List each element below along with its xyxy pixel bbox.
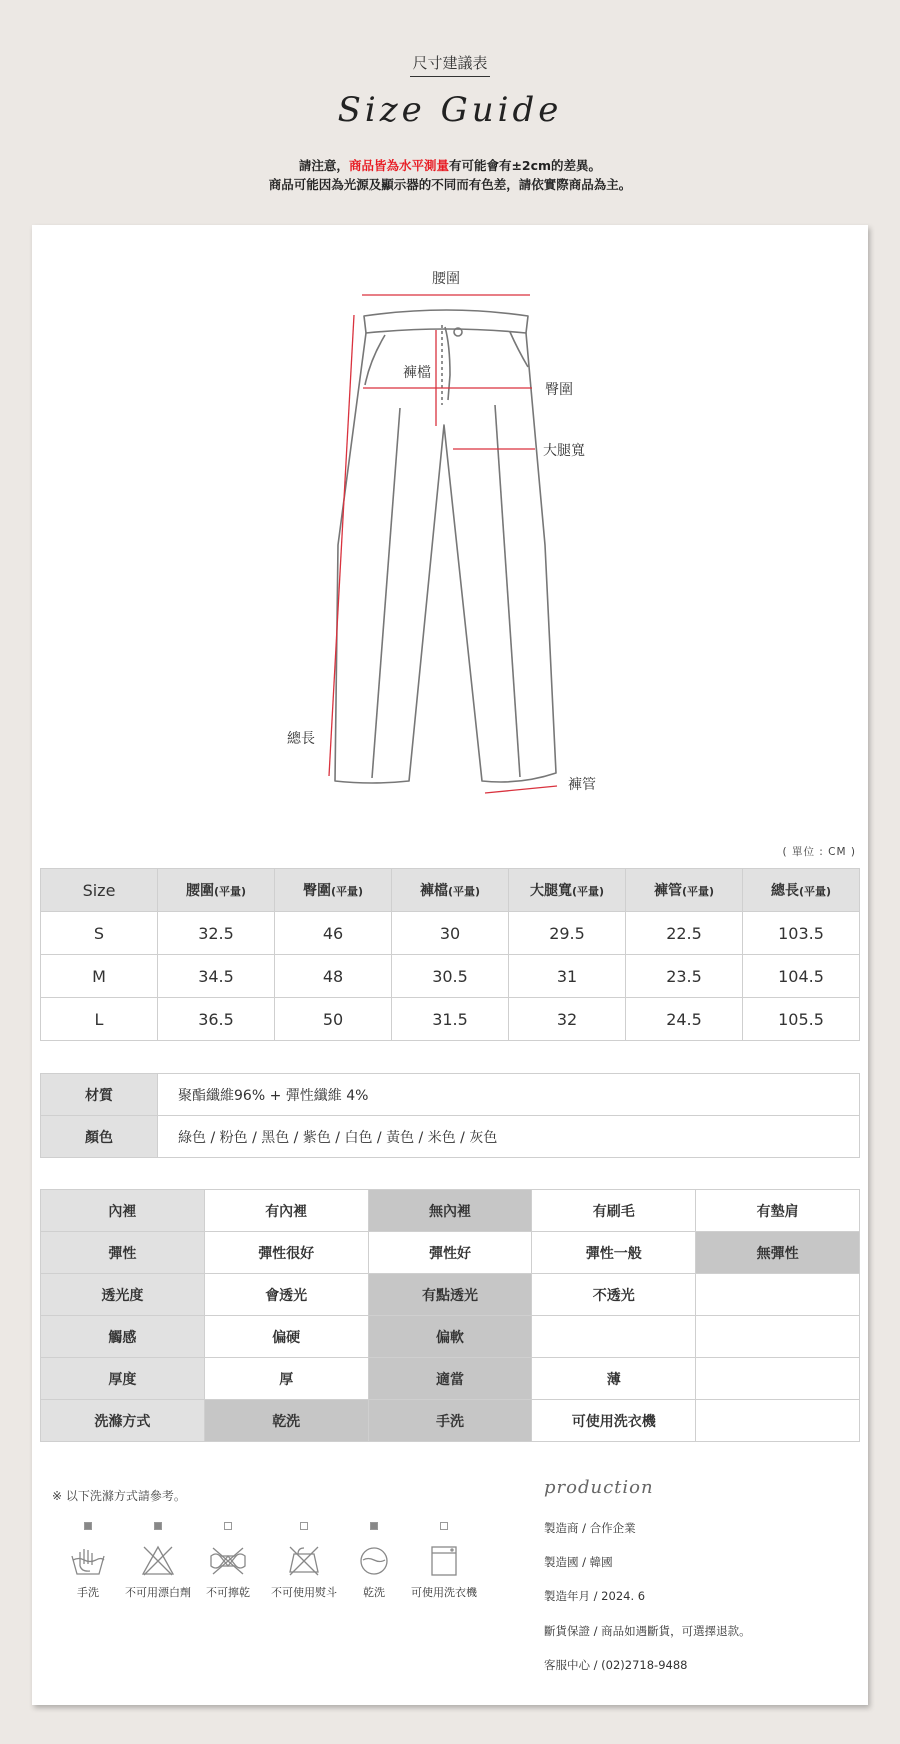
wash-checkbox (84, 1522, 92, 1530)
table-row (41, 955, 860, 998)
material-label: 材質 (41, 1074, 158, 1116)
no-iron-icon (286, 1544, 322, 1578)
value-cell: 48 (275, 955, 392, 998)
feature-option: 有點透光 (368, 1274, 532, 1316)
wash-label: 手洗 (77, 1586, 99, 1599)
wash-item (188, 1522, 268, 1600)
feature-option: 有內裡 (204, 1190, 368, 1232)
value-cell: 29.5 (509, 912, 626, 955)
feature-option (696, 1358, 860, 1400)
value-cell: 32.5 (158, 912, 275, 955)
label-hem: 褲管 (568, 777, 596, 793)
feature-label: 內裡 (41, 1190, 205, 1232)
value-cell: 30 (392, 912, 509, 955)
wash-checkbox (370, 1522, 378, 1530)
feature-option: 有刷毛 (532, 1190, 696, 1232)
wash-item (48, 1522, 128, 1600)
measurement-notice: 請注意，商品皆為水平測量有可能會有±2cm的差異。 商品可能因為光源及顯示器的不同而有色差，請依實際商品為主。 (268, 158, 632, 192)
color-row (41, 1116, 860, 1158)
col-header: 臀圍(平量) (275, 869, 392, 912)
page-subtitle: 尺寸建議表 (0, 52, 900, 77)
value-cell: 22.5 (626, 912, 743, 955)
feature-option: 薄 (532, 1358, 696, 1400)
unit-note: ( 單位 : CM ) (782, 846, 856, 858)
feature-option (696, 1400, 860, 1442)
table-row (41, 998, 860, 1041)
col-header: 總長(平量) (743, 869, 860, 912)
label-hip: 臀圍 (545, 382, 573, 398)
feature-option: 無彈性 (696, 1232, 860, 1274)
wash-note: ※ 以下洗滌方式請參考。 (52, 1489, 186, 1503)
label-rise: 褲檔 (403, 365, 431, 381)
feature-option: 彈性一般 (532, 1232, 696, 1274)
production-title: production (544, 1477, 654, 1498)
feature-row (41, 1358, 860, 1400)
feature-row (41, 1274, 860, 1316)
wash-label: 可使用洗衣機 (411, 1586, 477, 1599)
page-title: Size Guide (337, 90, 563, 130)
value-cell: 30.5 (392, 955, 509, 998)
col-header: 褲檔(平量) (392, 869, 509, 912)
value-cell: 32 (509, 998, 626, 1041)
feature-row (41, 1316, 860, 1358)
label-length: 總長 (287, 731, 315, 747)
value-cell: 104.5 (743, 955, 860, 998)
wash-label: 不可使用熨斗 (271, 1586, 337, 1599)
washing-machine-icon (426, 1544, 462, 1578)
feature-option: 不透光 (532, 1274, 696, 1316)
feature-row (41, 1190, 860, 1232)
wash-checkbox (300, 1522, 308, 1530)
hand-wash-icon (70, 1544, 106, 1578)
material-row (41, 1074, 860, 1116)
length-line (329, 315, 354, 776)
feature-label: 厚度 (41, 1358, 205, 1400)
wash-checkbox (154, 1522, 162, 1530)
value-cell: 46 (275, 912, 392, 955)
wash-label: 不可用漂白劑 (125, 1586, 191, 1599)
feature-option: 可使用洗衣機 (532, 1400, 696, 1442)
label-thigh: 大腿寬 (543, 443, 585, 459)
feature-option: 彈性很好 (204, 1232, 368, 1274)
no-wring-icon (208, 1544, 248, 1578)
feature-option: 乾洗 (204, 1400, 368, 1442)
dry-clean-icon (356, 1544, 392, 1578)
feature-label: 觸感 (41, 1316, 205, 1358)
feature-option (696, 1274, 860, 1316)
label-waist: 腰圍 (432, 271, 460, 287)
measurement-lines (329, 295, 557, 793)
value-cell: 50 (275, 998, 392, 1041)
wash-item (404, 1522, 484, 1600)
feature-option: 偏硬 (204, 1316, 368, 1358)
material-table (40, 1073, 860, 1158)
wash-label: 乾洗 (363, 1586, 385, 1599)
production-line: 製造商 / 合作企業 (544, 1521, 636, 1535)
feature-row (41, 1232, 860, 1274)
value-cell: 31 (509, 955, 626, 998)
size-col-header: Size (41, 869, 158, 912)
feature-label: 透光度 (41, 1274, 205, 1316)
size-cell: S (41, 912, 158, 955)
col-header: 腰圍(平量) (158, 869, 275, 912)
feature-label: 彈性 (41, 1232, 205, 1274)
size-cell: M (41, 955, 158, 998)
pants-diagram (32, 225, 868, 825)
production-line: 製造國 / 韓國 (544, 1555, 613, 1569)
size-table-header (41, 869, 860, 912)
production-line: 製造年月 / 2024. 6 (544, 1589, 646, 1603)
size-guide-card (32, 225, 868, 1705)
value-cell: 103.5 (743, 912, 860, 955)
feature-table (40, 1189, 860, 1442)
hem-line (485, 786, 557, 793)
feature-option (532, 1316, 696, 1358)
table-row (41, 912, 860, 955)
wash-item (264, 1522, 344, 1600)
feature-option: 彈性好 (368, 1232, 532, 1274)
feature-option: 適當 (368, 1358, 532, 1400)
value-cell: 24.5 (626, 998, 743, 1041)
wash-item (118, 1522, 198, 1600)
wash-item (334, 1522, 414, 1600)
wash-icons (48, 1522, 488, 1642)
feature-option: 有墊肩 (696, 1190, 860, 1232)
color-label: 顏色 (41, 1116, 158, 1158)
material-value: 聚酯纖維96% + 彈性纖維 4% (158, 1074, 860, 1116)
col-header: 大腿寬(平量) (509, 869, 626, 912)
feature-option (696, 1316, 860, 1358)
wash-checkbox (224, 1522, 232, 1530)
feature-label: 洗滌方式 (41, 1400, 205, 1442)
feature-option: 手洗 (368, 1400, 532, 1442)
feature-row (41, 1400, 860, 1442)
feature-option: 偏軟 (368, 1316, 532, 1358)
value-cell: 23.5 (626, 955, 743, 998)
pants-outline (335, 310, 556, 783)
size-cell: L (41, 998, 158, 1041)
feature-option: 會透光 (204, 1274, 368, 1316)
col-header: 褲管(平量) (626, 869, 743, 912)
value-cell: 36.5 (158, 998, 275, 1041)
value-cell: 31.5 (392, 998, 509, 1041)
value-cell: 105.5 (743, 998, 860, 1041)
feature-option: 厚 (204, 1358, 368, 1400)
feature-option: 無內裡 (368, 1190, 532, 1232)
notice-highlight: 商品皆為水平測量 (348, 158, 449, 173)
value-cell: 34.5 (158, 955, 275, 998)
production-line: 客服中心 / (02)2718-9488 (544, 1658, 688, 1672)
wash-label: 不可擰乾 (206, 1586, 250, 1599)
size-table (40, 868, 860, 1041)
production-line: 斷貨保證 / 商品如遇斷貨，可選擇退款。 (544, 1624, 751, 1638)
wash-checkbox (440, 1522, 448, 1530)
no-bleach-icon (140, 1544, 176, 1578)
color-value: 綠色 / 粉色 / 黑色 / 紫色 / 白色 / 黃色 / 米色 / 灰色 (158, 1116, 860, 1158)
